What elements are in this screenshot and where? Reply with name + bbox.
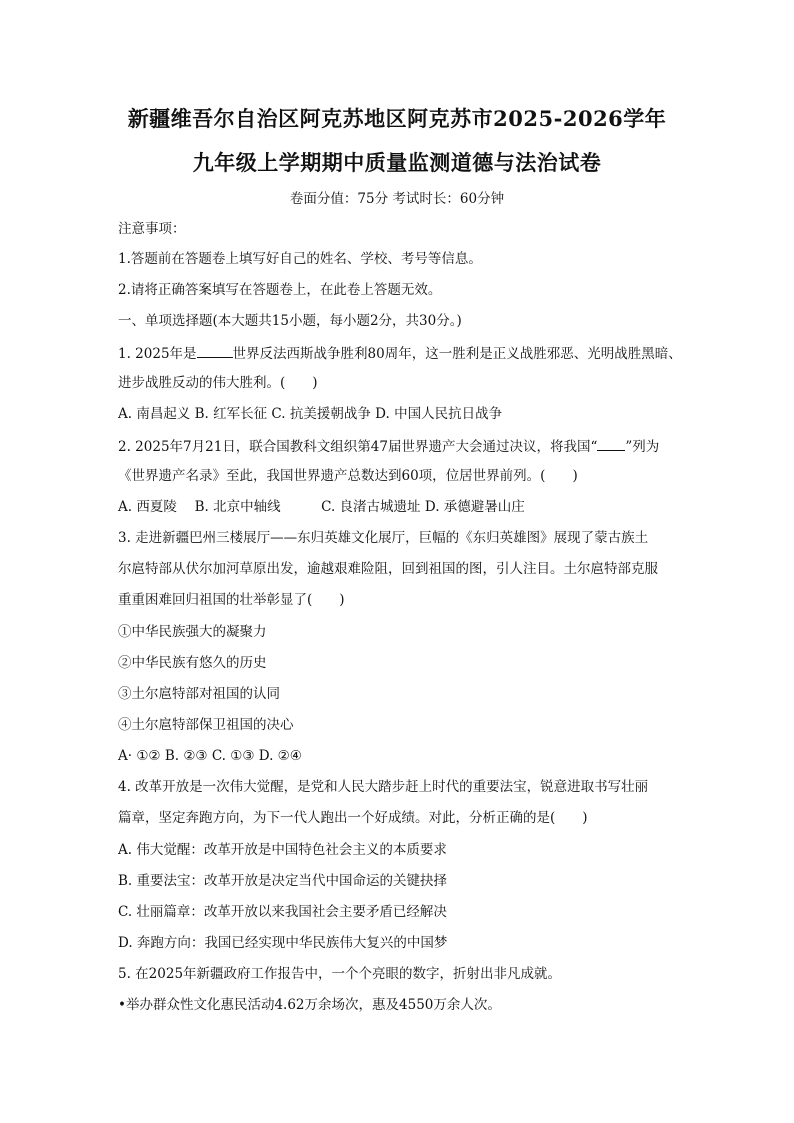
q4-option-b: B. 重要法宝：改革开放是决定当代中国命运的关键抉择: [118, 873, 448, 889]
q4-stem-line2: 篇章，坚定奔跑方向，为下一代人跑出一个好成绩。对此，分析正确的是( ): [118, 810, 588, 826]
q5-bullet-1: •举办群众性文化惠民活动4.62万余场次，惠及4550万余人次。: [118, 997, 501, 1013]
q1-options: A. 南昌起义 B. 红军长征 C. 抗美援朝战争 D. 中国人民抗日战争: [118, 406, 503, 422]
q1-stem-line1: [118, 343, 682, 363]
q3-stem-line2: 尔扈特部从伏尔加河草原出发，逾越艰难险阻，回到祖国的图，引人注目。土尔扈特部克服: [118, 561, 658, 577]
q3-choices: A· ①② B. ②③ C. ①③ D. ②④: [118, 748, 302, 764]
q5-stem-line1: 5. 在2025年新疆政府工作报告中，一个个亮眼的数字，折射出非凡成就。: [118, 966, 562, 982]
q3-stem-line1: 3. 走进新疆巴州三楼展厅——东归英雄文化展厅，巨幅的《东归英雄图》展现了蒙古族土: [118, 530, 649, 546]
notes-item-1: 1.答题前在答题卷上填写好自己的姓名、学校、考号等信息。: [118, 251, 482, 267]
q2-stem-line2: 《世界遗产名录》至此，我国世界遗产总数达到60项，位居世界前列。( ): [118, 468, 578, 484]
section-heading: 一、单项选择题(本大题共15小题，每小题2分，共30分。): [118, 313, 462, 329]
q4-stem-line1: 4. 改革开放是一次伟大觉醒，是党和人民大踏步赶上时代的重要法宝，锐意进取书写壮丽: [118, 779, 649, 795]
q4-option-c: C. 壮丽篇章：改革开放以来我国社会主要矛盾已经解决: [118, 904, 447, 920]
q3-statement-2: ②中华民族有悠久的历史: [118, 655, 267, 671]
q1-stem-part-a: 1. 2025年是: [118, 346, 197, 362]
q2-stem-part-b: ”列为: [625, 439, 660, 455]
q3-statement-1: ①中华民族强大的凝聚力: [118, 624, 267, 640]
q3-statement-3: ③土尔扈特部对祖国的认同: [118, 686, 280, 702]
q1-blank: [197, 343, 233, 358]
notes-heading: 注意事项：: [118, 221, 186, 237]
notes-item-2: 2.请将正确答案填写在答题卷上，在此卷上答题无效。: [118, 282, 442, 298]
q3-stem-line3: 重重困难回归祖国的壮举彰显了( ): [118, 592, 345, 608]
q4-option-a: A. 伟大觉醒：改革开放是中国特色社会主义的本质要求: [118, 842, 447, 858]
q2-blank: [597, 436, 625, 451]
q2-stem-part-a: 2. 2025年7月21日，联合国教科文组织第47届世界遗产大会通过决议，将我国“: [118, 439, 598, 455]
q1-stem-line2: 进步战胜反动的伟大胜利。( ): [118, 375, 318, 391]
exam-title-line1: 新疆维吾尔自治区阿克苏地区阿克苏市2025-2026学年: [127, 106, 667, 131]
q2-options: A. 西夏陵 B. 北京中轴线 C. 良渚古城遗址 D. 承德避暑山庄: [118, 499, 525, 515]
q2-stem-line1: [118, 436, 678, 456]
exam-meta: 卷面分值：75分 考试时长：60分钟: [289, 191, 505, 207]
q4-option-d: D. 奔跑方向：我国已经实现中华民族伟大复兴的中国梦: [118, 935, 448, 951]
exam-title-line2: 九年级上学期期中质量监测道德与法治试卷: [192, 150, 602, 175]
q3-statement-4: ④土尔扈特部保卫祖国的决心: [118, 717, 294, 733]
q1-stem-part-b: 世界反法西斯战争胜利80周年，这一胜利是正义战胜邪恶、光明战胜黑暗、: [232, 346, 682, 362]
